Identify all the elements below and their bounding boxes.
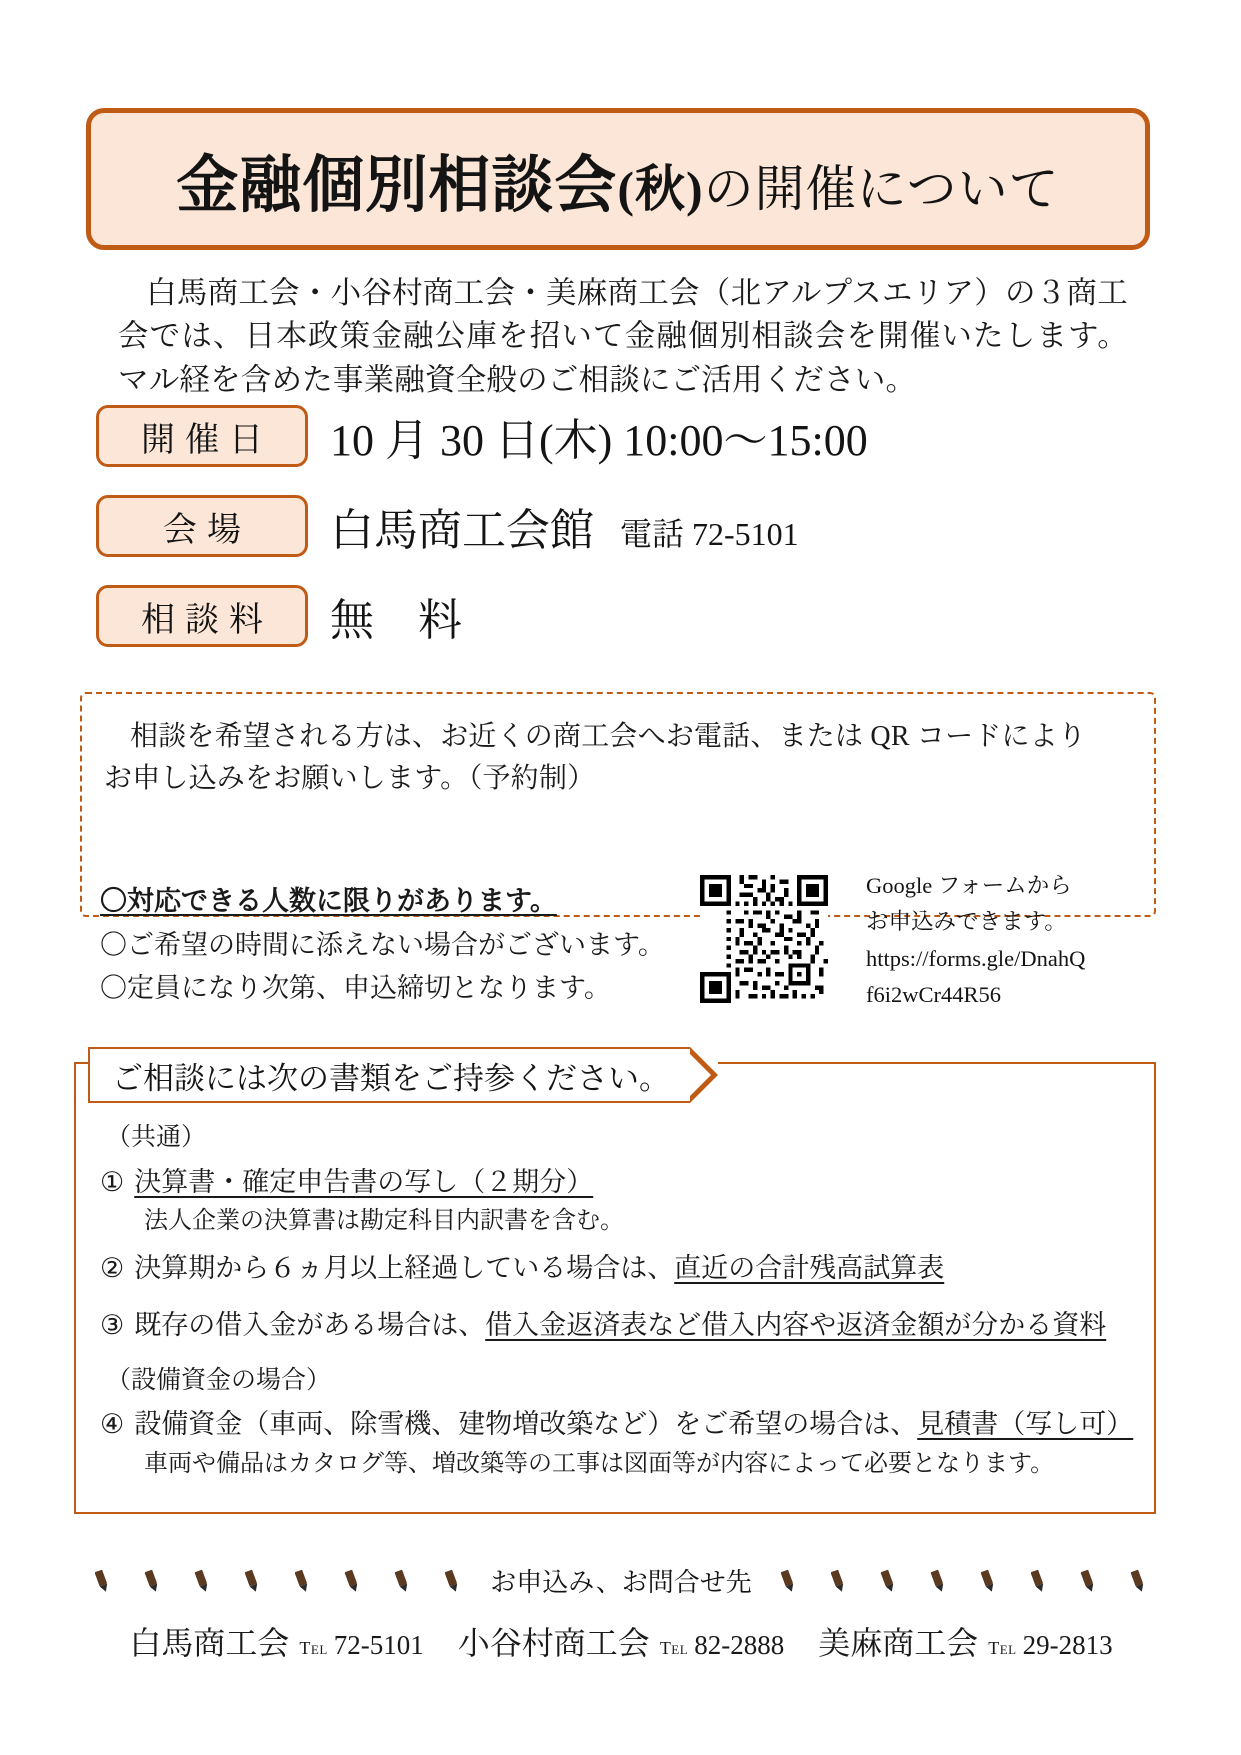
document-item-4-number: ④ — [100, 1409, 125, 1440]
contact-hakuba — [129, 1618, 423, 1664]
place-name: 白馬商工会館 — [330, 506, 594, 555]
qr-code-svg — [700, 875, 828, 1003]
pencil-icon — [189, 1566, 217, 1594]
pencil-icon — [89, 1566, 117, 1594]
info-label-place: 会場 — [96, 495, 308, 557]
info-value-date: 10 月 30 日(木) 10:00〜15:00 — [330, 416, 868, 465]
document-item-4-emphasis: 見積書（写し可） — [917, 1409, 1134, 1440]
title-main: 金融個別相談会 — [176, 151, 618, 220]
contact-hakuba-tel-label: Tel — [299, 1638, 328, 1658]
title-banner — [86, 108, 1150, 250]
footer-decoration — [86, 1562, 1156, 1599]
contact-hakuba-tel: 72-5101 — [333, 1630, 424, 1660]
info-row-fee — [96, 584, 462, 648]
document-item-1-text: 決算書・確定申告書の写し（２期分） — [134, 1166, 594, 1197]
document-item-2-text: 決算期から６ヵ月以上経過している場合は、 — [134, 1252, 675, 1283]
pencil-icon — [439, 1566, 467, 1594]
document-item-3-text: 既存の借入金がある場合は、 — [134, 1309, 486, 1340]
contact-otari-name: 小谷村商工会 — [457, 1625, 650, 1661]
document-item-1-number: ① — [100, 1166, 125, 1197]
pencil-icons-left — [92, 1570, 464, 1592]
apply-text: 相談を希望される方は、お近くの商工会へお電話、または QR コードによりお申し込みをお願いします。（予約制） — [104, 721, 1087, 794]
document-item-2-emphasis: 直近の合計残高試算表 — [674, 1252, 945, 1283]
document-item-4-text: 設備資金（車両、除雪機、建物増改築など）をご希望の場合は、 — [134, 1409, 918, 1440]
intro-paragraph — [118, 272, 1128, 402]
contact-miasa-tel: 29-2813 — [1022, 1630, 1113, 1660]
document-item-3-emphasis: 借入金返済表など借入内容や返済金額が分かる資料 — [485, 1309, 1107, 1340]
pencil-icon — [875, 1566, 903, 1594]
application-notes — [100, 880, 740, 1011]
info-row-place — [96, 494, 799, 558]
document-item-3-number: ③ — [100, 1309, 125, 1340]
page-title — [176, 135, 1059, 224]
section-equipment-label: （設備資金の場合） — [106, 1366, 332, 1394]
contact-miasa — [818, 1618, 1112, 1664]
document-item-1 — [100, 1165, 1140, 1200]
pencil-icon — [1075, 1566, 1103, 1594]
pencil-icon — [1125, 1566, 1153, 1594]
document-item-2-number: ② — [100, 1252, 125, 1283]
application-note-3: 〇定員になり次第、申込締切となります。 — [100, 973, 611, 1004]
pencil-icon — [925, 1566, 953, 1594]
pencil-icon — [825, 1566, 853, 1594]
qr-url-line2[interactable]: f6i2wCr44R56 — [866, 982, 1001, 1008]
document-item-3 — [100, 1308, 1140, 1343]
contact-miasa-name: 美麻商工会 — [818, 1625, 979, 1661]
place-phone: 電話 72-5101 — [620, 516, 799, 552]
footer-label: お申込み、お問合せ先 — [490, 1568, 752, 1597]
info-label-fee: 相談料 — [96, 585, 308, 647]
qr-caption-line2: お申込みできます。 — [866, 909, 1067, 935]
info-label-date: 開催日 — [96, 405, 308, 467]
qr-code-icon[interactable] — [700, 875, 828, 1003]
documents-header — [88, 1047, 718, 1103]
pencil-icon — [1025, 1566, 1053, 1594]
contact-otari-tel: 82-2888 — [694, 1630, 785, 1660]
intro-text: 白馬商工会・小谷村商工会・美麻商工会（北アルプスエリア）の３商工会では、日本政策金融公庫を招いて金融個別相談会を開催いたします。マル経を含めた事業融資全般のご相談にご活用ください。 — [118, 276, 1128, 397]
pencil-icons-right — [778, 1570, 1150, 1592]
section-common-label: （共通） — [106, 1124, 207, 1151]
application-note-2: 〇ご希望の時間に添えない場合がございます。 — [100, 929, 665, 960]
contact-miasa-tel-label: Tel — [988, 1638, 1017, 1658]
title-tail: の開催について — [703, 160, 1060, 217]
document-item-4-note: 車両や備品はカタログ等、増改築等の工事は図面等が内容によって必要となります。 — [144, 1450, 1055, 1477]
pencil-icon — [139, 1566, 167, 1594]
pencil-icon — [775, 1566, 803, 1594]
info-row-date — [96, 404, 868, 468]
footer-contacts — [86, 1618, 1156, 1664]
application-paragraph — [104, 716, 1114, 800]
pencil-icon — [975, 1566, 1003, 1594]
qr-caption-line1: Google フォームから — [866, 873, 1072, 898]
pencil-icon — [339, 1566, 367, 1594]
qr-url-line1[interactable]: https://forms.gle/DnahQ — [866, 945, 1086, 971]
pencil-icon — [389, 1566, 417, 1594]
documents-header-label: ご相談には次の書類をご持参ください。 — [88, 1047, 690, 1103]
arrow-right-icon — [690, 1047, 718, 1103]
qr-caption — [866, 868, 1136, 1014]
document-item-2 — [100, 1251, 1140, 1286]
application-note-1: 〇対応できる人数に限りがあります。 — [100, 886, 557, 916]
document-item-1-note: 法人企業の決算書は勘定科目内訳書を含む。 — [144, 1207, 624, 1234]
documents-list — [100, 1122, 1140, 1494]
pencil-icon — [289, 1566, 317, 1594]
spacer-1 — [100, 1292, 1140, 1308]
info-value-fee: 無 料 — [330, 596, 462, 645]
title-season: (秋) — [617, 160, 704, 217]
document-item-4 — [100, 1407, 1140, 1442]
contact-otari-tel-label: Tel — [659, 1638, 689, 1658]
contact-otari — [458, 1618, 784, 1664]
pencil-icon — [239, 1566, 267, 1594]
contact-hakuba-name: 白馬商工会 — [129, 1625, 290, 1661]
spacer-2 — [100, 1349, 1140, 1365]
info-value-place — [330, 494, 799, 558]
